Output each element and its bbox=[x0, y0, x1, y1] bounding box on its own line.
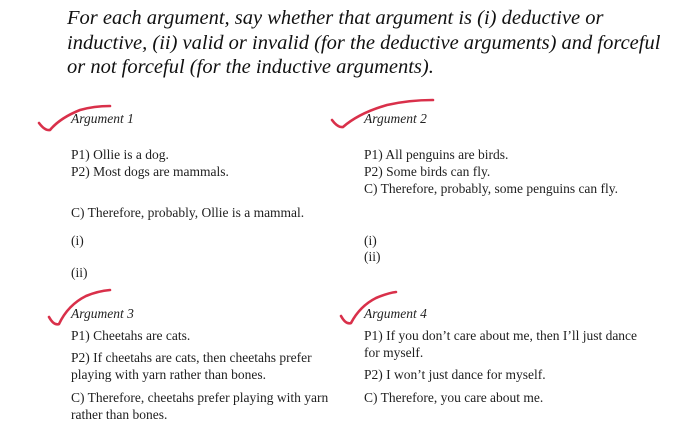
argument-3-title: Argument 3 bbox=[71, 306, 134, 321]
argument-3-premise-2: P2) If cheetahs are cats, then cheetahs prefer playing with yarn rather than bones. bbox=[71, 350, 312, 382]
argument-3-premise-1: P1) Cheetahs are cats. bbox=[71, 328, 191, 343]
argument-2-title: Argument 2 bbox=[364, 111, 427, 126]
argument-4-title: Argument 4 bbox=[364, 306, 427, 321]
argument-3-conclusion: C) Therefore, cheetahs prefer playing with yarn rather than bones. bbox=[71, 390, 329, 422]
argument-2-premise-1: P1) All penguins are birds. bbox=[364, 147, 509, 162]
argument-1-answer-ii: (ii) bbox=[71, 265, 88, 280]
argument-4-premise-1: P1) If you don’t care about me, then I’ll just dance for myself. bbox=[364, 328, 638, 360]
instructions-text: For each argument, say whether that argument is (i) deductive or inductive, (ii) valid or invalid (for the deductive arguments) and forceful or not forceful (for the inductive arguments). bbox=[67, 7, 661, 78]
argument-1-conclusion: C) Therefore, probably, Ollie is a mammal. bbox=[71, 205, 305, 220]
argument-1-title: Argument 1 bbox=[71, 111, 134, 126]
argument-2-answer-i: (i) bbox=[364, 233, 377, 248]
argument-4-conclusion: C) Therefore, you care about me. bbox=[364, 390, 544, 405]
argument-1-premise-2: P2) Most dogs are mammals. bbox=[71, 164, 229, 179]
argument-1-premise-1: P1) Ollie is a dog. bbox=[71, 147, 169, 162]
argument-2-conclusion: C) Therefore, probably, some penguins can fly. bbox=[364, 181, 619, 196]
argument-2-answer-ii: (ii) bbox=[364, 249, 381, 264]
argument-2-premise-2: P2) Some birds can fly. bbox=[364, 164, 491, 179]
argument-1-answer-i: (i) bbox=[71, 233, 84, 248]
argument-4-premise-2: P2) I won’t just dance for myself. bbox=[364, 367, 546, 382]
